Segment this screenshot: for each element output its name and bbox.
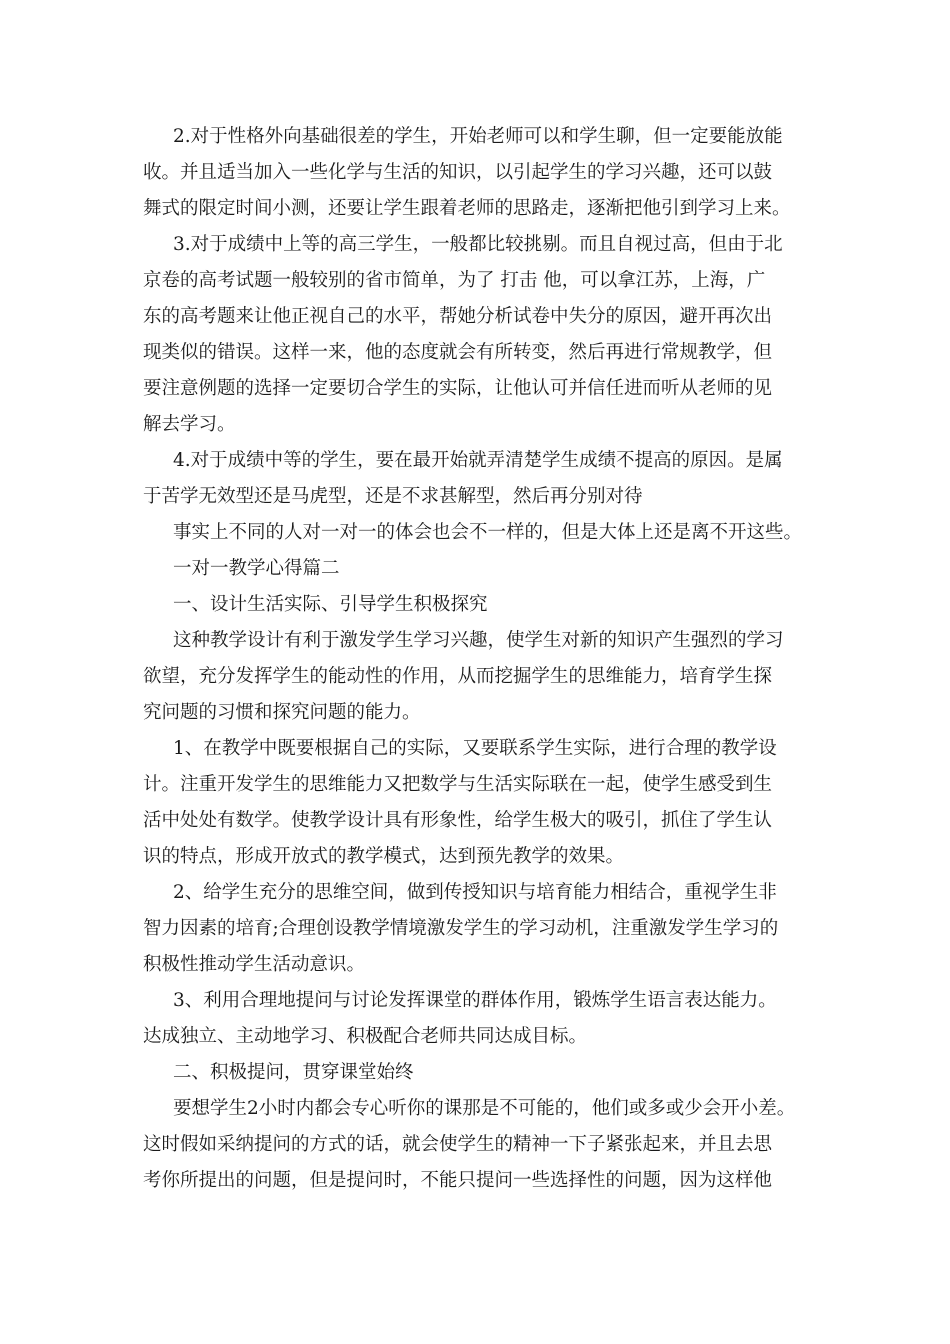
paragraph-line: 识的特点，形成开放式的教学模式，达到预先教学的效果。 <box>143 846 625 867</box>
paragraph-line: 3.对于成绩中上等的高三学生，一般都比较挑剔。而且自视过高，但由于北 <box>173 234 783 255</box>
paragraph-line: 2.对于性格外向基础很差的学生，开始老师可以和学生聊，但一定要能放能 <box>173 126 783 147</box>
paragraph-line: 达成独立、主动地学习、积极配合老师共同达成目标。 <box>143 1026 588 1047</box>
paragraph-line: 现类似的错误。这样一来，他的态度就会有所转变，然后再进行常规教学，但 <box>143 342 773 363</box>
paragraph-line: 活中处处有数学。使教学设计具有形象性，给学生极大的吸引，抓住了学生认 <box>143 810 773 831</box>
paragraph-line: 3、利用合理地提问与讨论发挥课堂的群体作用，锻炼学生语言表达能力。 <box>173 990 777 1011</box>
paragraph-line: 事实上不同的人对一对一的体会也会不一样的，但是大体上还是离不开这些。 <box>173 522 803 543</box>
paragraph-line: 这时假如采纳提问的方式的话，就会使学生的精神一下子紧张起来，并且去思 <box>143 1134 773 1155</box>
paragraph-line: 智力因素的培育;合理创设教学情境激发学生的学习动机，注重激发学生学习的 <box>143 918 779 939</box>
subsection-heading: 二、积极提问，贯穿课堂始终 <box>173 1062 414 1083</box>
subsection-heading: 一、设计生活实际、引导学生积极探究 <box>173 594 488 615</box>
paragraph-line: 收。并且适当加入一些化学与生活的知识，以引起学生的学习兴趣，还可以鼓 <box>143 162 773 183</box>
paragraph-line: 2、给学生充分的思维空间，做到传授知识与培育能力相结合，重视学生非 <box>173 882 777 903</box>
paragraph-line: 欲望，充分发挥学生的能动性的作用，从而挖掘学生的思维能力，培育学生探 <box>143 666 773 687</box>
paragraph-line: 这种教学设计有利于激发学生学习兴趣，使学生对新的知识产生强烈的学习 <box>173 630 784 651</box>
paragraph-line: 京卷的高考试题一般较别的省市简单，为了 打击 他，可以拿江苏，上海，广 <box>143 270 766 291</box>
paragraph-line: 要注意例题的选择一定要切合学生的实际，让他认可并信任进而听从老师的见 <box>143 378 773 399</box>
paragraph-line: 计。注重开发学生的思维能力又把数学与生活实际联在一起，使学生感受到生 <box>143 774 773 795</box>
paragraph-line: 究问题的习惯和探究问题的能力。 <box>143 702 421 723</box>
paragraph-line: 解去学习。 <box>143 414 236 435</box>
paragraph-line: 于苦学无效型还是马虎型，还是不求甚解型，然后再分别对待 <box>143 486 643 507</box>
paragraph-line: 东的高考题来让他正视自己的水平，帮她分析试卷中失分的原因，避开再次出 <box>143 306 773 327</box>
paragraph-line: 要想学生2小时内都会专心听你的课那是不可能的，他们或多或少会开小差。 <box>173 1098 796 1119</box>
section-heading: 一对一教学心得篇二 <box>173 558 340 579</box>
paragraph-line: 考你所提出的问题，但是提问时，不能只提问一些选择性的问题，因为这样他 <box>143 1170 773 1191</box>
paragraph-line: 1、在教学中既要根据自己的实际，又要联系学生实际，进行合理的教学设 <box>173 738 777 759</box>
paragraph-line: 4.对于成绩中等的学生，要在最开始就弄清楚学生成绩不提高的原因。是属 <box>173 450 783 471</box>
paragraph-line: 积极性推动学生活动意识。 <box>143 954 366 975</box>
paragraph-line: 舞式的限定时间小测，还要让学生跟着老师的思路走，逐渐把他引到学习上来。 <box>143 198 791 219</box>
